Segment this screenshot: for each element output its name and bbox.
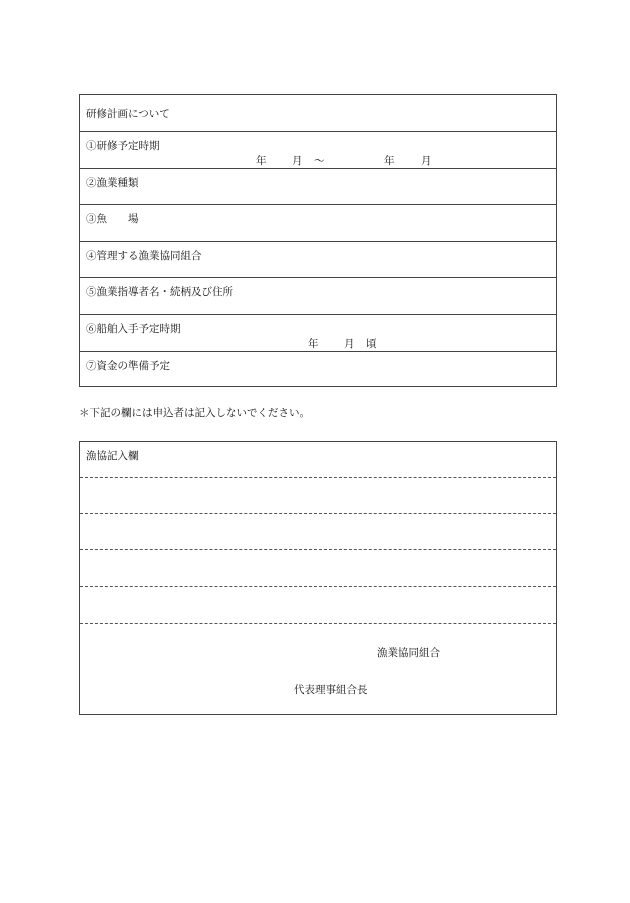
cooperative-label: ④管理する漁業協同組合 xyxy=(86,250,202,262)
period-end-year: 年 xyxy=(384,155,395,167)
funds-row xyxy=(80,351,556,386)
entry-line-4 xyxy=(80,586,556,587)
funds-label: ⑦資金の準備予定 xyxy=(86,360,170,372)
vessel-year: 年 xyxy=(308,338,319,350)
applicant-note: ＊下記の欄には申込者は記入しないでください。 xyxy=(79,407,310,419)
vessel-around: 頃 xyxy=(366,338,377,350)
plan-heading: 研修計画について xyxy=(86,108,170,120)
vessel-acquisition-label: ⑥船舶入手予定時期 xyxy=(86,323,181,335)
instructor-row xyxy=(80,277,556,314)
representative-label: 代表理事組合長 xyxy=(294,684,368,696)
plan-heading-row xyxy=(80,95,556,131)
entry-line-5 xyxy=(80,623,556,624)
period-end-month: 月 xyxy=(421,155,432,167)
period-start-month: 月 xyxy=(292,155,303,167)
entry-line-3 xyxy=(80,549,556,550)
cooperative-name-label: 漁業協同組合 xyxy=(377,647,440,659)
fishery-section-title: 漁協記入欄 xyxy=(86,450,139,462)
training-period-row xyxy=(80,131,556,168)
training-plan-table xyxy=(79,94,557,387)
fishing-ground-label: ③魚 場 xyxy=(86,213,139,225)
fishing-ground-row xyxy=(80,204,556,241)
vessel-month: 月 xyxy=(344,338,355,350)
fishery-type-label: ②漁業種類 xyxy=(86,177,139,189)
period-start-year: 年 xyxy=(256,155,267,167)
entry-line-1 xyxy=(80,477,556,478)
cooperative-row xyxy=(80,241,556,277)
period-tilde: ～ xyxy=(314,155,325,167)
fishery-type-row xyxy=(80,168,556,204)
training-period-label: ①研修予定時期 xyxy=(86,140,160,152)
vessel-acquisition-row xyxy=(80,314,556,351)
fishery-cooperative-section xyxy=(79,441,557,715)
instructor-label: ⑤漁業指導者名・続柄及び住所 xyxy=(86,286,233,298)
entry-line-2 xyxy=(80,513,556,514)
